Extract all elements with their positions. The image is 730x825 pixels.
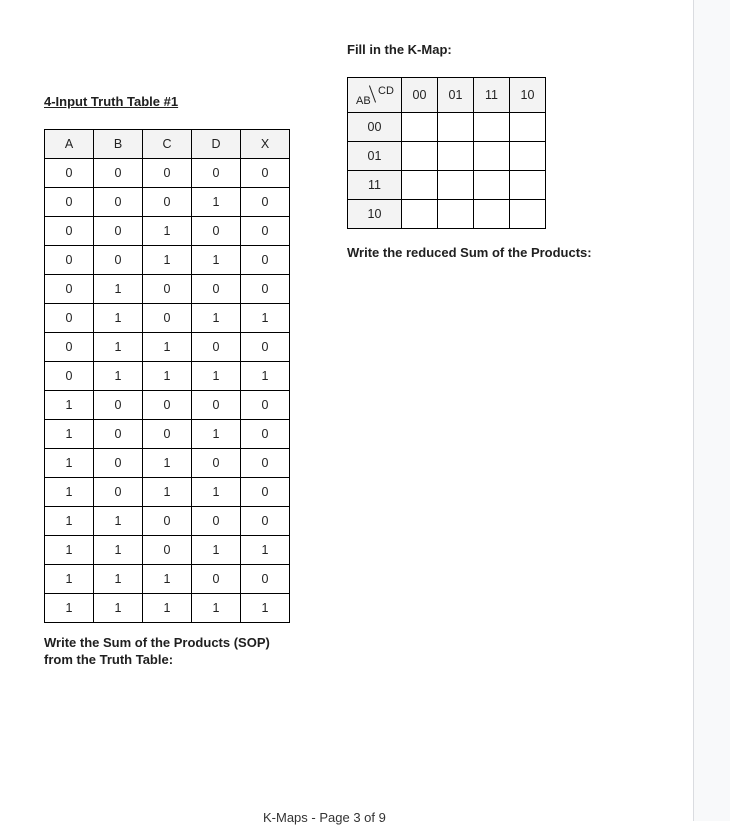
truth-table-cell: 0 [241,478,290,507]
table-row [45,507,290,536]
truth-table-header-d: D [192,130,241,159]
truth-table-cell: 0 [143,391,192,420]
truth-table-header-c: C [143,130,192,159]
kmap-row [348,113,546,142]
truth-table [44,129,290,623]
kmap-row-header: 10 [348,200,402,229]
truth-table-cell: 0 [241,507,290,536]
truth-table-cell: 0 [94,246,143,275]
document-side-gutter [693,0,730,821]
truth-table-cell: 1 [143,362,192,391]
truth-table-cell: 1 [192,188,241,217]
kmap-empty-cell[interactable] [474,113,510,142]
kmap-header-row [348,78,546,113]
kmap-row-variable: AB [356,95,371,107]
truth-table-cell: 0 [192,565,241,594]
kmap-empty-cell[interactable] [474,171,510,200]
truth-table-cell: 1 [143,217,192,246]
kmap-empty-cell[interactable] [402,171,438,200]
reduced-sop-prompt: Write the reduced Sum of the Products: [347,245,592,260]
truth-table-cell: 1 [45,536,94,565]
truth-table-header-b: B [94,130,143,159]
table-row [45,275,290,304]
kmap-col-header: 00 [402,78,438,113]
table-row [45,217,290,246]
page-footer: K-Maps - Page 3 of 9 [263,810,386,825]
truth-table-cell: 1 [94,304,143,333]
truth-table-cell: 1 [192,304,241,333]
kmap-empty-cell[interactable] [402,142,438,171]
truth-table-cell: 1 [241,304,290,333]
truth-table-cell: 0 [241,391,290,420]
truth-table-cell: 0 [192,275,241,304]
kmap-corner-label [348,78,402,113]
truth-table-cell: 0 [241,275,290,304]
table-row [45,304,290,333]
table-row [45,420,290,449]
truth-table-cell: 0 [45,304,94,333]
truth-table-cell: 0 [192,217,241,246]
table-row [45,159,290,188]
kmap-empty-cell[interactable] [474,200,510,229]
truth-table-cell: 1 [143,565,192,594]
truth-table-cell: 0 [45,217,94,246]
table-row [45,362,290,391]
truth-table-cell: 1 [45,449,94,478]
truth-table-cell: 1 [45,594,94,623]
kmap-empty-cell[interactable] [510,142,546,171]
truth-table-cell: 1 [94,362,143,391]
truth-table-cell: 1 [45,565,94,594]
truth-table-cell: 0 [143,507,192,536]
kmap-empty-cell[interactable] [438,142,474,171]
truth-table-cell: 0 [241,188,290,217]
truth-table-header-a: A [45,130,94,159]
truth-table-cell: 0 [45,362,94,391]
table-row [45,565,290,594]
truth-table-cell: 1 [192,536,241,565]
truth-table-cell: 0 [45,333,94,362]
table-row [45,188,290,217]
truth-table-cell: 0 [241,420,290,449]
kmap-row [348,142,546,171]
truth-table-cell: 1 [143,478,192,507]
kmap-empty-cell[interactable] [474,142,510,171]
truth-table-cell: 0 [143,275,192,304]
truth-table-cell: 0 [192,449,241,478]
kmap-row-header: 00 [348,113,402,142]
kmap-empty-cell[interactable] [438,171,474,200]
truth-table-cell: 0 [192,159,241,188]
table-row [45,449,290,478]
truth-table-cell: 0 [94,391,143,420]
kmap-empty-cell[interactable] [510,171,546,200]
truth-table-cell: 1 [143,246,192,275]
kmap-row [348,200,546,229]
truth-table-cell: 1 [45,391,94,420]
truth-table-cell: 1 [45,507,94,536]
table-row [45,333,290,362]
truth-table-cell: 0 [45,275,94,304]
truth-table-cell: 0 [143,420,192,449]
kmap-empty-cell[interactable] [510,113,546,142]
kmap-row-header: 11 [348,171,402,200]
table-row [45,536,290,565]
truth-table-cell: 1 [94,536,143,565]
truth-table-cell: 0 [143,304,192,333]
truth-table-cell: 0 [45,246,94,275]
table-row [45,478,290,507]
truth-table-cell: 0 [192,391,241,420]
truth-table-cell: 1 [241,536,290,565]
truth-table-cell: 0 [241,333,290,362]
truth-table-cell: 0 [241,246,290,275]
kmap-row-header: 01 [348,142,402,171]
truth-table-cell: 1 [143,333,192,362]
kmap-empty-cell[interactable] [402,200,438,229]
truth-table-cell: 0 [143,188,192,217]
kmap-title: Fill in the K-Map: [347,42,452,57]
truth-table-cell: 1 [143,449,192,478]
truth-table-cell: 0 [192,507,241,536]
truth-table-header-row [45,130,290,159]
truth-table-cell: 1 [192,594,241,623]
truth-table-cell: 0 [143,159,192,188]
truth-table-body [45,159,290,623]
truth-table-cell: 1 [94,565,143,594]
kmap-empty-cell[interactable] [510,200,546,229]
kmap-empty-cell[interactable] [438,200,474,229]
table-row [45,391,290,420]
truth-table-cell: 0 [45,159,94,188]
kmap-empty-cell[interactable] [438,113,474,142]
truth-table-cell: 0 [241,217,290,246]
kmap-table [347,77,546,229]
truth-table-cell: 1 [45,420,94,449]
truth-table-cell: 0 [94,449,143,478]
table-row [45,246,290,275]
table-row [45,594,290,623]
truth-table-cell: 1 [94,507,143,536]
truth-table-cell: 1 [192,362,241,391]
truth-table-cell: 1 [94,275,143,304]
kmap-body [348,113,546,229]
kmap-row [348,171,546,200]
truth-table-cell: 0 [94,217,143,246]
kmap-empty-cell[interactable] [402,113,438,142]
truth-table-cell: 0 [192,333,241,362]
truth-table-cell: 0 [143,536,192,565]
kmap-col-header: 11 [474,78,510,113]
kmap-col-header: 01 [438,78,474,113]
truth-table-cell: 0 [94,420,143,449]
truth-table-cell: 1 [143,594,192,623]
truth-table-cell: 1 [241,594,290,623]
truth-table-cell: 0 [241,565,290,594]
truth-table-cell: 0 [94,159,143,188]
kmap-col-header: 10 [510,78,546,113]
truth-table-cell: 0 [45,188,94,217]
sop-prompt: Write the Sum of the Products (SOP) from the Truth Table: [44,635,270,667]
truth-table-cell: 1 [192,420,241,449]
truth-table-cell: 1 [94,594,143,623]
truth-table-cell: 1 [45,478,94,507]
truth-table-cell: 1 [94,333,143,362]
truth-table-cell: 0 [241,159,290,188]
kmap-col-variable: CD [378,85,394,97]
truth-table-cell: 1 [241,362,290,391]
truth-table-header-x: X [241,130,290,159]
truth-table-cell: 0 [94,188,143,217]
truth-table-cell: 0 [241,449,290,478]
truth-table-cell: 1 [192,246,241,275]
truth-table-title: 4-Input Truth Table #1 [44,94,179,109]
truth-table-cell: 0 [94,478,143,507]
truth-table-cell: 1 [192,478,241,507]
